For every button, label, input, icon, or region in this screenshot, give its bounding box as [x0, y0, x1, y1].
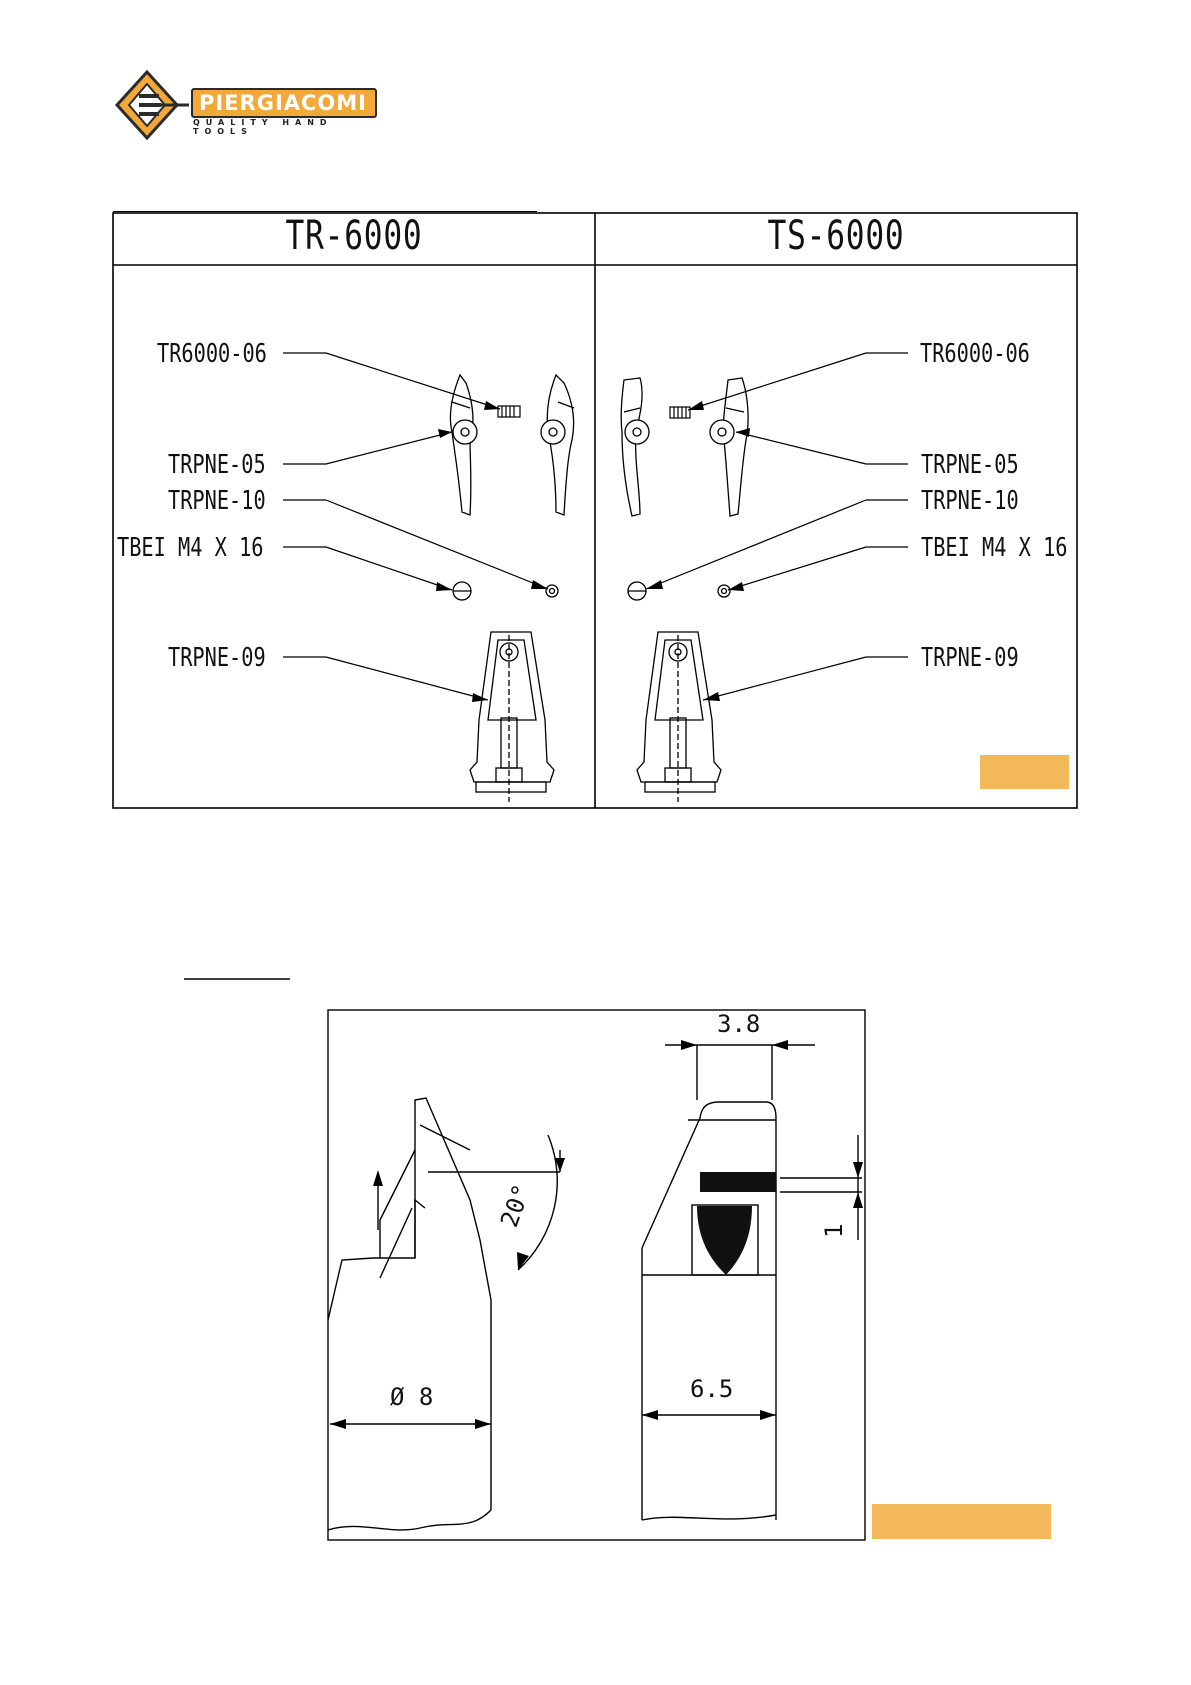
ts-spring [670, 407, 690, 418]
blade-slot-section [700, 1172, 776, 1192]
tr-label-nut: TRPNE-10 [168, 486, 266, 516]
logo-tagline: QUALITY HAND TOOLS [193, 118, 333, 136]
tr6000-exploded-view [450, 375, 574, 515]
tr-label-jaw: TRPNE-05 [168, 450, 266, 480]
blade-edge-section [697, 1206, 752, 1275]
ts-holder [637, 632, 721, 802]
ts-label-jaw: TRPNE-05 [921, 450, 1019, 480]
ts-label-screw: TBEI M4 X 16 [921, 533, 1068, 563]
dim-width-body: 6.5 [690, 1375, 734, 1403]
dim-diameter: Ø 8 [390, 1383, 434, 1411]
ts-label-holder: TRPNE-09 [921, 643, 1019, 673]
logo-wordmark: PIERGIACOMI [191, 88, 377, 118]
ts-label-spring: TR6000-06 [920, 339, 1030, 369]
ts6000-exploded-view [621, 378, 748, 516]
accent-swatch-bottom [872, 1504, 1051, 1539]
dim-width-top: 3.8 [717, 1010, 761, 1038]
tr-label-screw: TBEI M4 X 16 [117, 533, 264, 563]
tr-spring [498, 406, 520, 417]
dim-angle: 20° [495, 1180, 537, 1231]
accent-swatch-top [980, 755, 1069, 789]
ts-label-nut: TRPNE-10 [921, 486, 1019, 516]
panel-title-tr6000: TR-6000 [285, 213, 423, 259]
tr-label-spring: TR6000-06 [157, 339, 267, 369]
dim-gap: 1 [820, 1223, 848, 1238]
tr-label-holder: TRPNE-09 [168, 643, 266, 673]
tr-holder [470, 632, 554, 802]
blade-detail-drawing [328, 1010, 865, 1540]
panel-title-ts6000: TS-6000 [767, 213, 905, 259]
